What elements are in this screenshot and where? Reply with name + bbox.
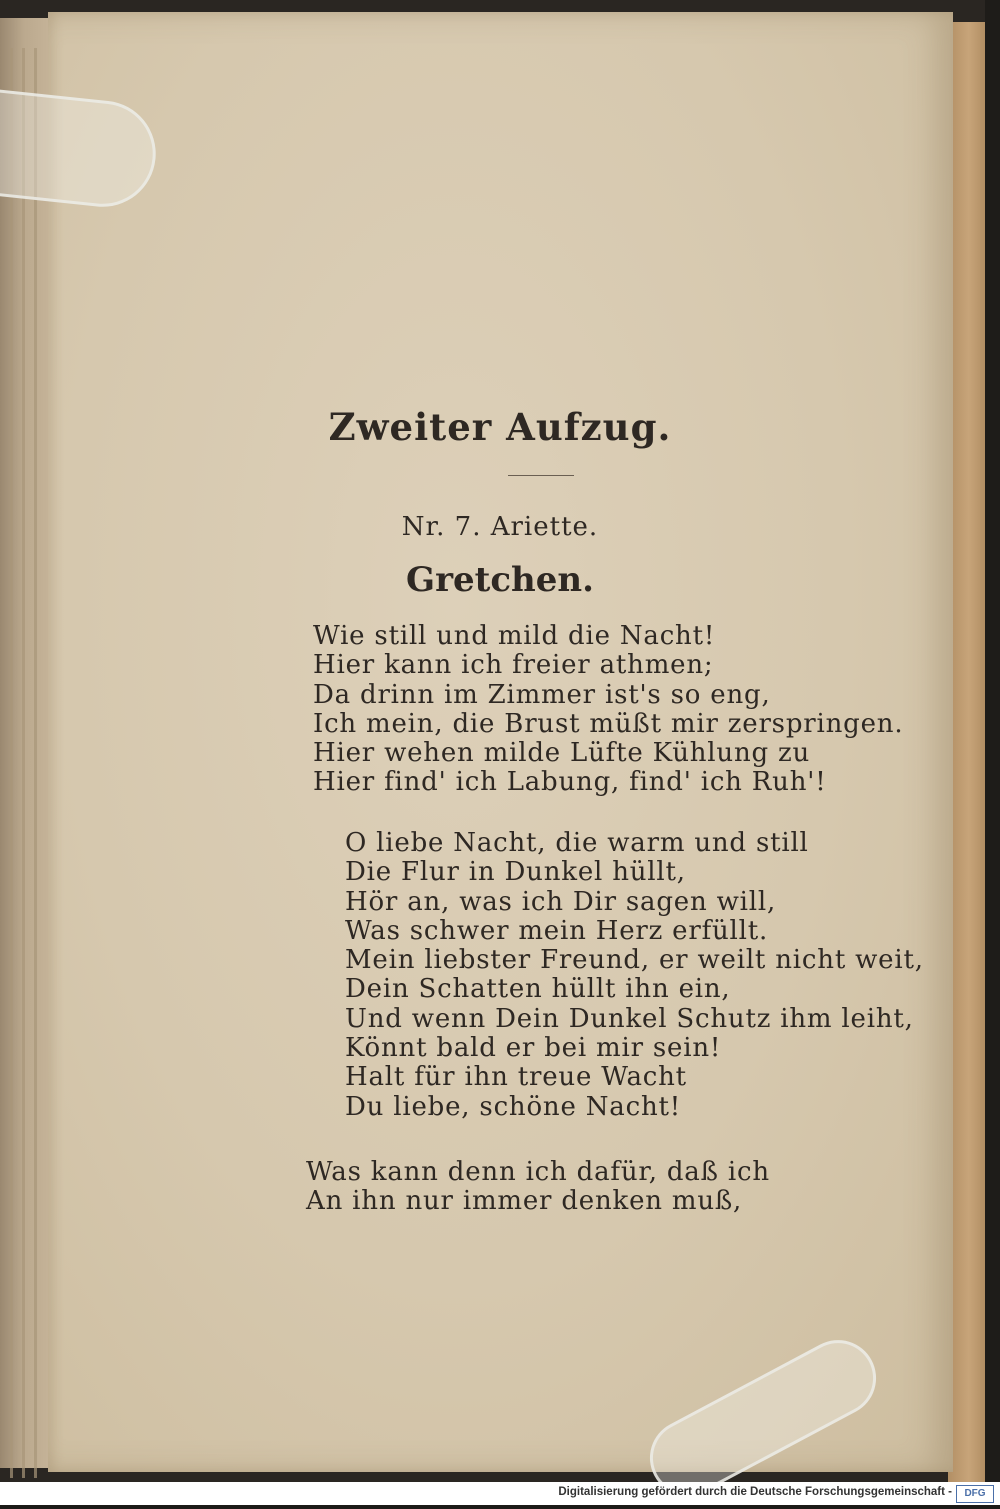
book-cover-edge: [985, 0, 1000, 1490]
act-title: Zweiter Aufzug.: [328, 405, 672, 449]
page-edge-line: [34, 48, 37, 1478]
verse-line: Dein Schatten hüllt ihn ein,: [345, 974, 731, 1005]
verse-line: Hier find' ich Labung, find' ich Ruh'!: [313, 767, 827, 798]
page-edge-line: [22, 48, 25, 1478]
verse-line: Halt für ihn treue Wacht: [345, 1062, 687, 1093]
verse-line: Wie still und mild die Nacht!: [313, 621, 716, 651]
number-heading: Nr. 7. Ariette.: [401, 512, 599, 542]
dfg-logo: DFG: [956, 1485, 994, 1503]
stanza-3: [306, 1158, 770, 1217]
verse-line: O liebe Nacht, die warm und still: [345, 828, 809, 858]
footer-credit: Digitalisierung gefördert durch die Deutsche Forschungsgemeinschaft -: [558, 1486, 952, 1498]
verse-line: An ihn nur immer denken muß,: [306, 1186, 743, 1217]
page-edge-line: [10, 48, 13, 1478]
verse-line: Hier wehen milde Lüfte Kühlung zu: [313, 738, 811, 769]
verse-line: Hier kann ich freier athmen;: [313, 650, 714, 681]
verse-line: Was schwer mein Herz erfüllt.: [345, 915, 769, 946]
verse-line: Mein liebster Freund, er weilt nicht weit,: [345, 945, 924, 976]
verse-line: Könnt bald er bei mir sein!: [345, 1033, 722, 1064]
character-name: Gretchen.: [406, 560, 594, 600]
stanza-1: [313, 622, 903, 798]
verse-line: Was kann denn ich dafür, daß ich: [306, 1157, 770, 1187]
verse-line: Hör an, was ich Dir sagen will,: [345, 886, 777, 917]
verse-line: Die Flur in Dunkel hüllt,: [345, 857, 686, 888]
verse-line: Ich mein, die Brust müßt mir zerspringen.: [313, 708, 904, 739]
title-divider: [508, 475, 574, 476]
verse-line: Du liebe, schöne Nacht!: [345, 1091, 681, 1122]
footer-bar: [0, 1482, 1000, 1505]
verse-line: Da drinn im Zimmer ist's so eng,: [313, 679, 771, 710]
stanza-2: [345, 829, 924, 1122]
verse-line: Und wenn Dein Dunkel Schutz ihm leiht,: [345, 1003, 914, 1034]
